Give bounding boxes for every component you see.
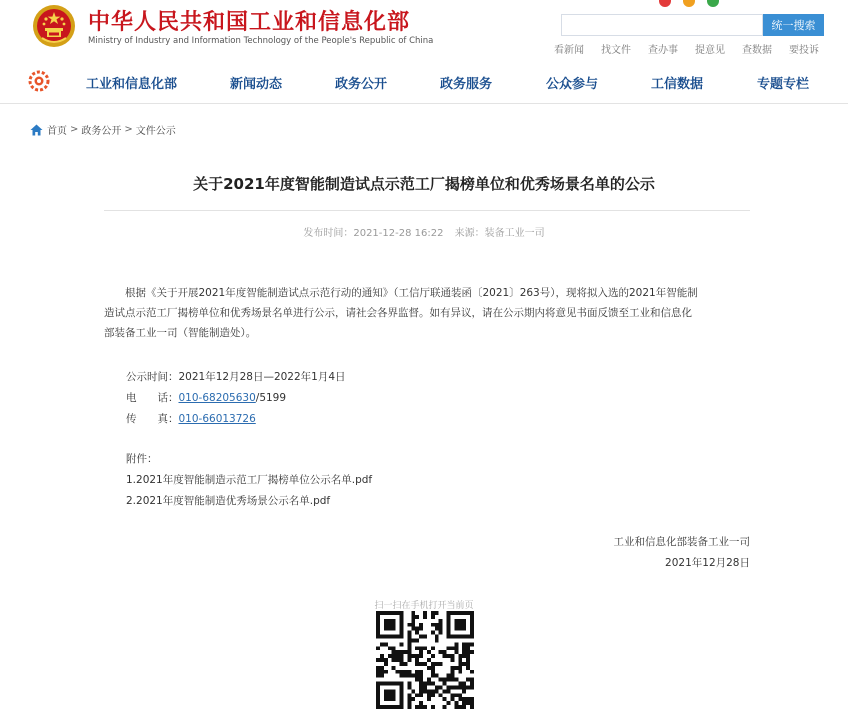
weibo-icon[interactable]: [659, 0, 671, 7]
nav-item-ministry[interactable]: 工业和信息化部: [86, 77, 178, 92]
national-emblem-icon[interactable]: [32, 4, 76, 48]
notice-icon[interactable]: [683, 0, 695, 7]
breadcrumb: [30, 122, 176, 137]
phone-label: 电 话：: [126, 392, 179, 404]
nav-item-topics[interactable]: 专题专栏: [757, 77, 810, 92]
breadcrumb-government-affairs[interactable]: 政务公开: [81, 126, 122, 137]
phone-extension: /5199: [255, 392, 287, 404]
title-divider: [104, 210, 750, 211]
article-source: 来源：装备工业一司: [454, 228, 545, 239]
fax-label: 传 真：: [126, 413, 179, 425]
home-icon[interactable]: [30, 124, 43, 136]
quick-link-feedback[interactable]: 提意见: [695, 45, 725, 56]
quick-link-services[interactable]: 查办事: [648, 45, 678, 56]
nav-item-government-services[interactable]: 政务服务: [440, 77, 493, 92]
phone-info: [126, 390, 286, 405]
signature-date: 2021年12月28日: [665, 557, 750, 569]
qr-caption: 扫一扫在手机打开当前页: [374, 601, 474, 611]
site-subtitle: Ministry of Industry and Information Technology of the People's Republic of China: [88, 36, 434, 46]
nav-item-news[interactable]: 新闻动态: [230, 77, 283, 92]
quick-link-news[interactable]: 看新闻: [554, 45, 584, 56]
attachments-label: 附件：: [126, 453, 158, 465]
quick-link-files[interactable]: 找文件: [601, 45, 631, 56]
body-line: 部装备工业一司（智能制造处）。: [104, 327, 257, 339]
body-line: 根据《关于开展2021年度智能制造试点示范行动的通知》（工信厅联通装函〔2021〕263号），现将拟入选的2021年智能制: [125, 287, 698, 299]
quick-link-complaint[interactable]: 要投诉: [789, 45, 819, 56]
attachment-link[interactable]: 1.2021年度智能制造示范工厂揭榜单位公示名单.pdf: [126, 474, 373, 486]
search-button[interactable]: 统一搜索: [763, 14, 824, 36]
breadcrumb-separator: >: [124, 124, 133, 135]
qr-code-icon: [376, 611, 474, 709]
fax-link[interactable]: 010-66013726: [178, 413, 256, 425]
ministry-logo-icon[interactable]: [28, 70, 50, 92]
body-line: 造试点示范工厂揭榜单位和优秀场景名单进行公示，请社会各界监督。如有异议，请在公示期内将意见书面反馈至工业和信息化: [104, 307, 692, 319]
breadcrumb-home[interactable]: 首页: [47, 126, 67, 137]
search-input[interactable]: [561, 14, 763, 36]
fax-info: [126, 411, 256, 426]
site-title: 中华人民共和国工业和信息化部: [88, 10, 411, 35]
notice-period: 公示时间：2021年12月28日—2022年1月4日: [126, 371, 346, 383]
article-title: 关于2021年度智能制造试点示范工厂揭榜单位和优秀场景名单的公示: [193, 175, 655, 193]
top-social-icons: [659, 0, 719, 7]
attachment-link[interactable]: 2.2021年度智能制造优秀场景公示名单.pdf: [126, 495, 331, 507]
site-header: [0, 0, 848, 60]
phone-link[interactable]: 010-68205630: [178, 392, 256, 404]
publish-time: 发布时间：2021-12-28 16:22: [303, 228, 444, 239]
quick-link-data[interactable]: 查数据: [742, 45, 772, 56]
breadcrumb-separator: >: [70, 124, 79, 135]
nav-item-data[interactable]: 工信数据: [651, 77, 704, 92]
quick-links: [554, 41, 819, 56]
breadcrumb-file-notice[interactable]: 文件公示: [135, 126, 176, 137]
signature-department: 工业和信息化部装备工业一司: [613, 536, 750, 548]
main-nav: [0, 60, 848, 104]
article-body: [104, 283, 750, 343]
article-meta: [0, 224, 848, 239]
nav-item-government-affairs[interactable]: 政务公开: [335, 77, 388, 92]
nav-item-public-participation[interactable]: 公众参与: [546, 77, 599, 92]
wechat-icon[interactable]: [707, 0, 719, 7]
